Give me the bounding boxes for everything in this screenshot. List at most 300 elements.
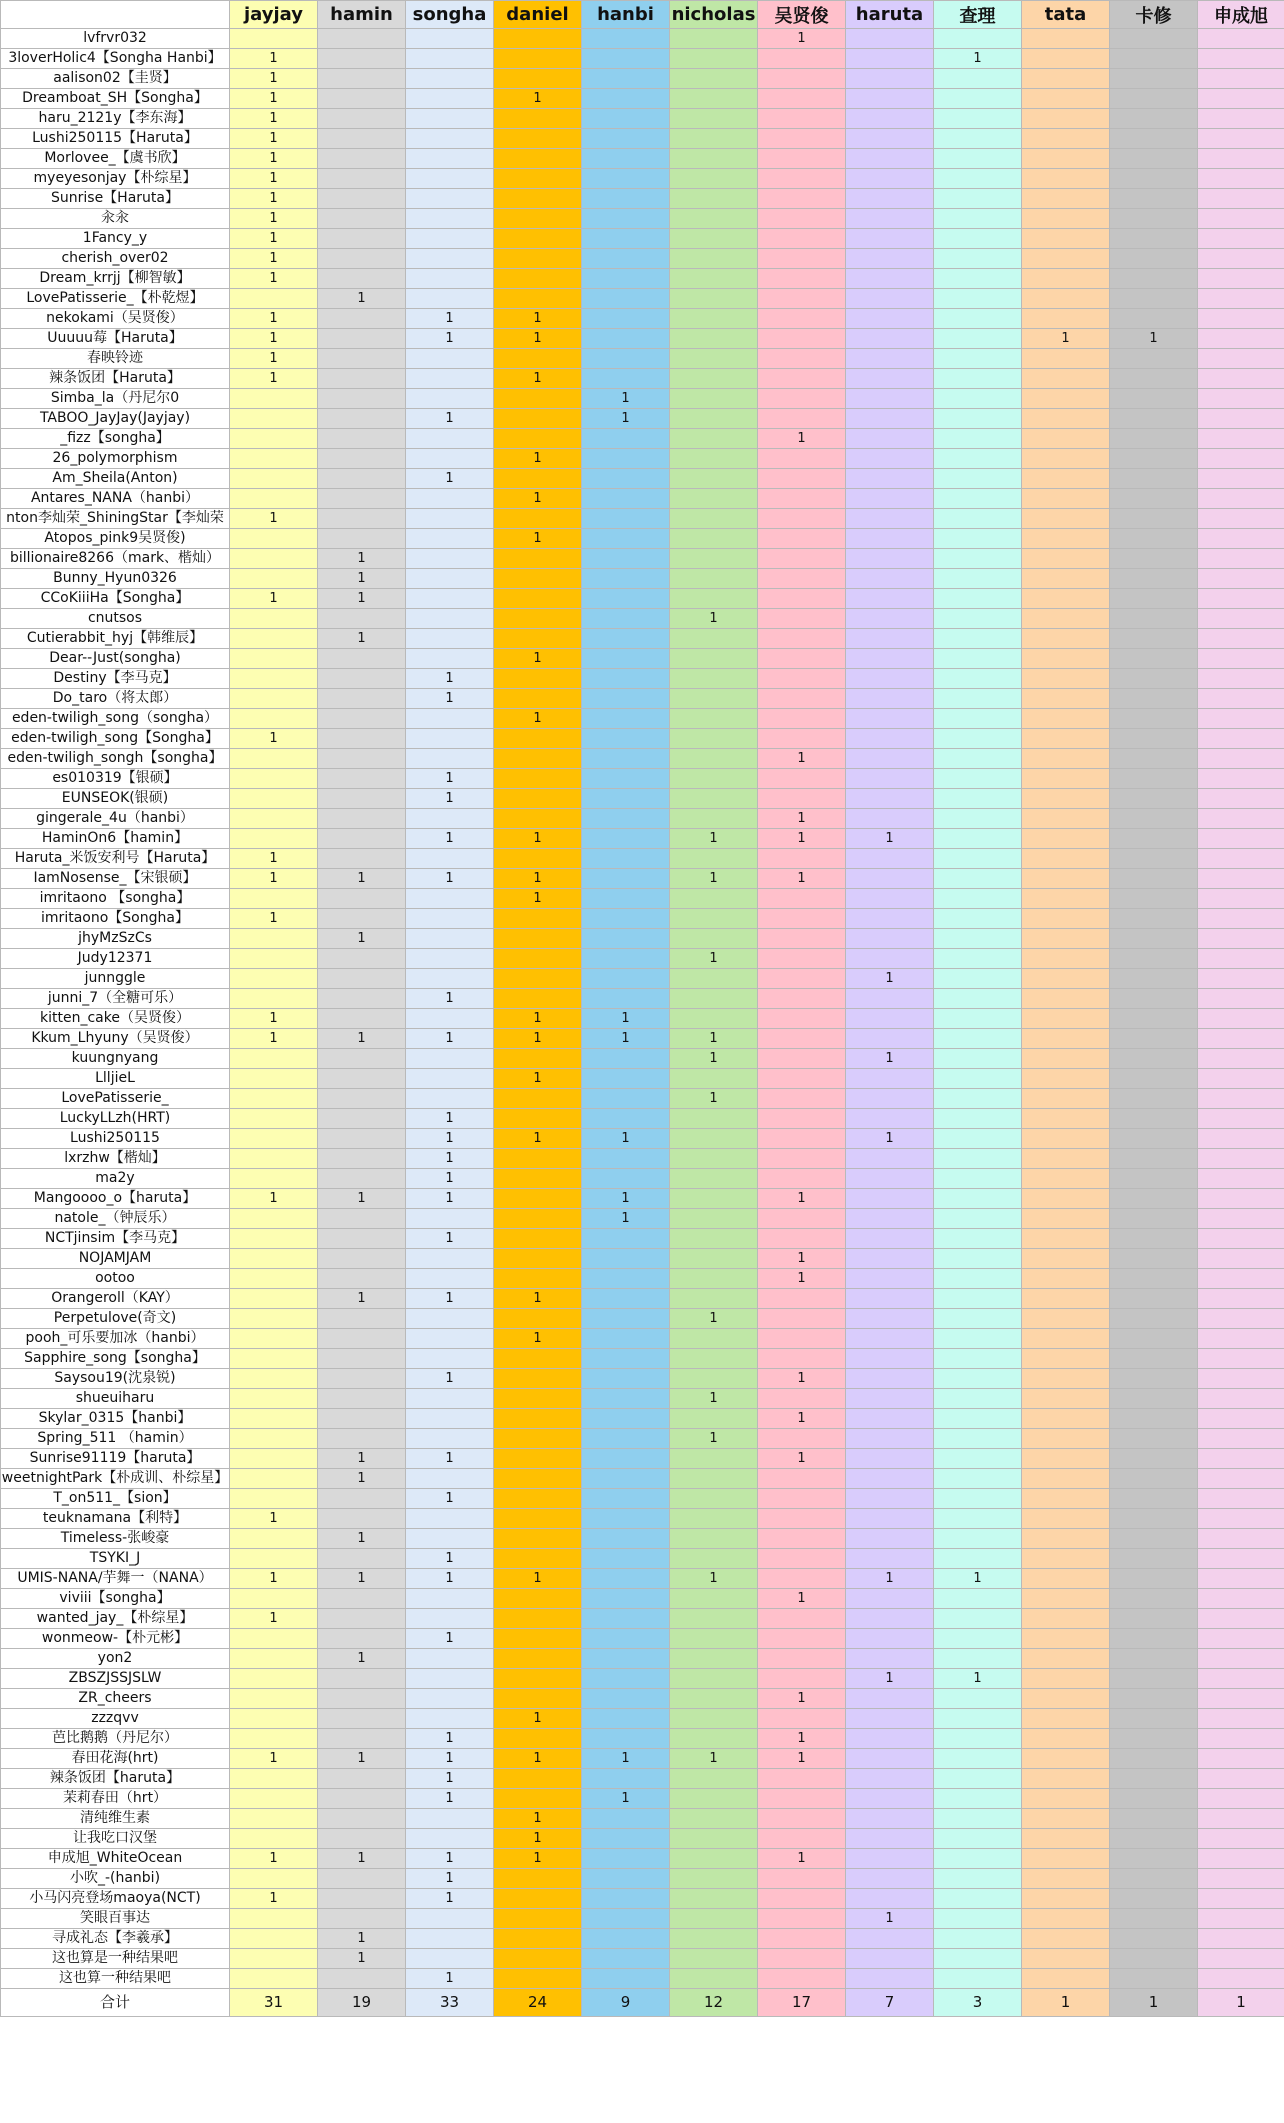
vote-cell[interactable]: 1	[582, 389, 670, 409]
vote-cell[interactable]	[1110, 569, 1198, 589]
vote-cell[interactable]	[318, 709, 406, 729]
vote-cell[interactable]	[494, 1629, 582, 1649]
vote-cell[interactable]	[582, 169, 670, 189]
vote-cell[interactable]	[406, 1929, 494, 1949]
row-name-cell[interactable]: 申成旭_WhiteOcean	[1, 1849, 230, 1869]
vote-cell[interactable]	[846, 249, 934, 269]
vote-cell[interactable]	[1198, 109, 1284, 129]
vote-cell[interactable]	[230, 429, 318, 449]
vote-cell[interactable]	[1198, 509, 1284, 529]
vote-cell[interactable]	[758, 769, 846, 789]
vote-cell[interactable]	[934, 629, 1022, 649]
vote-cell[interactable]: 1	[318, 929, 406, 949]
vote-cell[interactable]	[230, 1269, 318, 1289]
vote-cell[interactable]	[1022, 829, 1110, 849]
vote-cell[interactable]	[934, 669, 1022, 689]
vote-cell[interactable]	[494, 569, 582, 589]
vote-cell[interactable]: 1	[230, 129, 318, 149]
vote-cell[interactable]: 1	[318, 1929, 406, 1949]
vote-cell[interactable]: 1	[494, 1569, 582, 1589]
column-header[interactable]: hamin	[318, 1, 406, 29]
vote-cell[interactable]	[1110, 1469, 1198, 1489]
vote-cell[interactable]: 1	[494, 529, 582, 549]
vote-cell[interactable]	[846, 1829, 934, 1849]
vote-cell[interactable]	[582, 1549, 670, 1569]
vote-cell[interactable]	[318, 769, 406, 789]
vote-cell[interactable]	[230, 609, 318, 629]
vote-cell[interactable]: 1	[494, 1069, 582, 1089]
vote-cell[interactable]	[406, 1809, 494, 1829]
vote-cell[interactable]	[494, 1549, 582, 1569]
vote-cell[interactable]	[758, 129, 846, 149]
vote-cell[interactable]	[582, 469, 670, 489]
vote-cell[interactable]	[1110, 809, 1198, 829]
vote-cell[interactable]	[846, 909, 934, 929]
vote-cell[interactable]	[758, 269, 846, 289]
vote-cell[interactable]	[582, 1529, 670, 1549]
vote-cell[interactable]	[1198, 969, 1284, 989]
vote-cell[interactable]	[846, 1589, 934, 1609]
vote-cell[interactable]	[494, 1529, 582, 1549]
vote-cell[interactable]	[1022, 1269, 1110, 1289]
vote-cell[interactable]	[670, 809, 758, 829]
vote-cell[interactable]	[318, 729, 406, 749]
vote-cell[interactable]	[670, 369, 758, 389]
vote-cell[interactable]	[1198, 1529, 1284, 1549]
vote-cell[interactable]	[1198, 329, 1284, 349]
vote-cell[interactable]	[406, 269, 494, 289]
vote-cell[interactable]	[582, 669, 670, 689]
vote-cell[interactable]	[846, 449, 934, 469]
vote-cell[interactable]	[582, 249, 670, 269]
vote-cell[interactable]	[494, 629, 582, 649]
vote-cell[interactable]	[1198, 1129, 1284, 1149]
vote-cell[interactable]	[582, 729, 670, 749]
vote-cell[interactable]	[934, 529, 1022, 549]
vote-cell[interactable]	[1198, 1849, 1284, 1869]
vote-cell[interactable]	[230, 1129, 318, 1149]
vote-cell[interactable]	[406, 1089, 494, 1109]
vote-cell[interactable]	[230, 1089, 318, 1109]
vote-cell[interactable]	[758, 89, 846, 109]
vote-cell[interactable]: 1	[758, 429, 846, 449]
vote-cell[interactable]	[318, 1549, 406, 1569]
vote-cell[interactable]	[670, 1669, 758, 1689]
vote-cell[interactable]	[406, 969, 494, 989]
vote-cell[interactable]	[494, 729, 582, 749]
vote-cell[interactable]	[670, 1769, 758, 1789]
vote-cell[interactable]: 1	[230, 149, 318, 169]
vote-cell[interactable]: 1	[406, 769, 494, 789]
vote-cell[interactable]	[406, 1689, 494, 1709]
vote-cell[interactable]	[1022, 669, 1110, 689]
vote-cell[interactable]	[406, 1069, 494, 1089]
vote-cell[interactable]	[846, 329, 934, 349]
vote-cell[interactable]	[934, 1209, 1022, 1229]
vote-cell[interactable]	[406, 1049, 494, 1069]
vote-cell[interactable]	[934, 849, 1022, 869]
vote-cell[interactable]	[758, 1489, 846, 1509]
vote-cell[interactable]	[582, 1049, 670, 1069]
vote-cell[interactable]	[318, 1709, 406, 1729]
vote-cell[interactable]	[846, 1469, 934, 1489]
total-cell[interactable]: 19	[318, 1989, 406, 2017]
vote-cell[interactable]	[494, 209, 582, 229]
vote-cell[interactable]	[1022, 949, 1110, 969]
vote-cell[interactable]: 1	[230, 1029, 318, 1049]
row-name-cell[interactable]: Sapphire_song【songha】	[1, 1349, 230, 1369]
vote-cell[interactable]	[934, 729, 1022, 749]
row-name-cell[interactable]: TABOO_JayJay(Jayjay)	[1, 409, 230, 429]
vote-cell[interactable]	[670, 729, 758, 749]
vote-cell[interactable]	[1022, 1569, 1110, 1589]
vote-cell[interactable]	[1110, 689, 1198, 709]
vote-cell[interactable]	[1110, 269, 1198, 289]
vote-cell[interactable]	[230, 1929, 318, 1949]
vote-cell[interactable]	[1110, 89, 1198, 109]
vote-cell[interactable]	[318, 909, 406, 929]
vote-cell[interactable]	[582, 1089, 670, 1109]
vote-cell[interactable]	[934, 1949, 1022, 1969]
vote-cell[interactable]	[230, 1829, 318, 1849]
vote-cell[interactable]	[670, 1489, 758, 1509]
vote-cell[interactable]	[670, 1929, 758, 1949]
vote-cell[interactable]	[934, 189, 1022, 209]
vote-cell[interactable]	[1022, 1909, 1110, 1929]
vote-cell[interactable]	[494, 1589, 582, 1609]
vote-cell[interactable]	[670, 109, 758, 129]
vote-cell[interactable]	[1110, 489, 1198, 509]
vote-cell[interactable]	[1110, 1689, 1198, 1709]
vote-cell[interactable]	[1110, 229, 1198, 249]
vote-cell[interactable]	[318, 1009, 406, 1029]
vote-cell[interactable]	[846, 1489, 934, 1509]
vote-cell[interactable]	[582, 1929, 670, 1949]
vote-cell[interactable]	[494, 469, 582, 489]
vote-cell[interactable]	[1198, 1269, 1284, 1289]
vote-cell[interactable]	[1022, 1589, 1110, 1609]
vote-cell[interactable]	[758, 1389, 846, 1409]
vote-cell[interactable]	[318, 349, 406, 369]
vote-cell[interactable]	[934, 509, 1022, 529]
vote-cell[interactable]	[318, 1669, 406, 1689]
vote-cell[interactable]	[230, 809, 318, 829]
vote-cell[interactable]	[934, 869, 1022, 889]
vote-cell[interactable]	[582, 1149, 670, 1169]
vote-cell[interactable]	[934, 109, 1022, 129]
vote-cell[interactable]	[318, 329, 406, 349]
vote-cell[interactable]: 1	[406, 829, 494, 849]
vote-cell[interactable]	[230, 889, 318, 909]
vote-cell[interactable]	[318, 1769, 406, 1789]
vote-cell[interactable]	[406, 69, 494, 89]
vote-cell[interactable]	[670, 1269, 758, 1289]
vote-cell[interactable]	[582, 589, 670, 609]
vote-cell[interactable]: 1	[758, 829, 846, 849]
vote-cell[interactable]	[758, 1789, 846, 1809]
vote-cell[interactable]	[406, 889, 494, 909]
vote-cell[interactable]	[670, 1649, 758, 1669]
vote-cell[interactable]	[1022, 89, 1110, 109]
vote-cell[interactable]	[758, 329, 846, 349]
vote-cell[interactable]	[758, 1329, 846, 1349]
vote-cell[interactable]: 1	[758, 749, 846, 769]
vote-cell[interactable]	[406, 1609, 494, 1629]
vote-cell[interactable]	[494, 1929, 582, 1949]
row-name-cell[interactable]: es010319【银硕】	[1, 769, 230, 789]
vote-cell[interactable]: 1	[230, 89, 318, 109]
vote-cell[interactable]	[758, 1569, 846, 1589]
vote-cell[interactable]	[494, 749, 582, 769]
vote-cell[interactable]	[230, 1869, 318, 1889]
vote-cell[interactable]	[670, 769, 758, 789]
vote-cell[interactable]	[1022, 169, 1110, 189]
vote-cell[interactable]	[934, 349, 1022, 369]
vote-cell[interactable]	[758, 1429, 846, 1449]
vote-cell[interactable]: 1	[406, 1189, 494, 1209]
vote-cell[interactable]	[1198, 529, 1284, 549]
vote-cell[interactable]	[1110, 649, 1198, 669]
vote-cell[interactable]	[846, 229, 934, 249]
vote-cell[interactable]	[1198, 1769, 1284, 1789]
vote-cell[interactable]	[582, 1409, 670, 1429]
vote-cell[interactable]: 1	[230, 189, 318, 209]
vote-cell[interactable]	[1198, 549, 1284, 569]
column-header[interactable]: 卡修	[1110, 1, 1198, 29]
vote-cell[interactable]	[1110, 69, 1198, 89]
vote-cell[interactable]	[494, 1509, 582, 1529]
vote-cell[interactable]: 1	[230, 1189, 318, 1209]
vote-cell[interactable]: 1	[230, 269, 318, 289]
vote-cell[interactable]	[582, 1509, 670, 1529]
vote-cell[interactable]: 1	[230, 869, 318, 889]
vote-cell[interactable]	[934, 949, 1022, 969]
vote-cell[interactable]	[582, 1869, 670, 1889]
vote-cell[interactable]	[582, 969, 670, 989]
vote-cell[interactable]	[230, 1669, 318, 1689]
vote-cell[interactable]	[1110, 1369, 1198, 1389]
vote-cell[interactable]	[406, 1909, 494, 1929]
vote-cell[interactable]: 1	[318, 569, 406, 589]
vote-cell[interactable]	[1110, 849, 1198, 869]
vote-cell[interactable]	[758, 1909, 846, 1929]
vote-cell[interactable]	[758, 49, 846, 69]
vote-cell[interactable]	[1022, 629, 1110, 649]
vote-cell[interactable]	[230, 529, 318, 549]
vote-cell[interactable]	[1022, 1469, 1110, 1489]
vote-cell[interactable]	[758, 1889, 846, 1909]
vote-cell[interactable]	[1110, 209, 1198, 229]
vote-cell[interactable]	[1022, 1849, 1110, 1869]
vote-cell[interactable]	[1110, 609, 1198, 629]
vote-cell[interactable]	[758, 489, 846, 509]
vote-cell[interactable]	[758, 569, 846, 589]
vote-cell[interactable]	[846, 869, 934, 889]
vote-cell[interactable]	[318, 1689, 406, 1709]
row-name-cell[interactable]: jhyMzSzCs	[1, 929, 230, 949]
vote-cell[interactable]	[758, 1029, 846, 1049]
vote-cell[interactable]	[846, 1449, 934, 1469]
row-name-cell[interactable]: TSYKI_J	[1, 1549, 230, 1569]
vote-cell[interactable]	[934, 1029, 1022, 1049]
row-name-cell[interactable]: nekokami（吴贤俊）	[1, 309, 230, 329]
vote-cell[interactable]	[1022, 29, 1110, 49]
vote-cell[interactable]	[494, 1949, 582, 1969]
vote-cell[interactable]	[1198, 729, 1284, 749]
vote-cell[interactable]: 1	[230, 1609, 318, 1629]
vote-cell[interactable]	[846, 1789, 934, 1809]
vote-cell[interactable]	[494, 1889, 582, 1909]
vote-cell[interactable]	[406, 609, 494, 629]
vote-cell[interactable]	[846, 1949, 934, 1969]
vote-cell[interactable]	[1110, 1929, 1198, 1949]
vote-cell[interactable]	[406, 1389, 494, 1409]
vote-cell[interactable]	[846, 309, 934, 329]
vote-cell[interactable]	[582, 229, 670, 249]
row-name-cell[interactable]: 26_polymorphism	[1, 449, 230, 469]
vote-cell[interactable]	[1110, 1889, 1198, 1909]
vote-cell[interactable]	[1022, 1329, 1110, 1349]
vote-cell[interactable]	[846, 1189, 934, 1209]
row-name-cell[interactable]: Atopos_pink9吴贤俊)	[1, 529, 230, 549]
vote-cell[interactable]	[1110, 629, 1198, 649]
vote-cell[interactable]	[1022, 1049, 1110, 1069]
vote-cell[interactable]	[758, 1629, 846, 1649]
vote-cell[interactable]: 1	[230, 1569, 318, 1589]
vote-cell[interactable]: 1	[406, 1789, 494, 1809]
vote-cell[interactable]	[670, 1789, 758, 1809]
vote-cell[interactable]	[934, 1769, 1022, 1789]
vote-cell[interactable]	[846, 1089, 934, 1109]
vote-cell[interactable]	[582, 49, 670, 69]
row-name-cell[interactable]: natole_（钟辰乐）	[1, 1209, 230, 1229]
row-name-cell[interactable]: IamNosense_【宋银硕】	[1, 869, 230, 889]
vote-cell[interactable]	[318, 1829, 406, 1849]
vote-cell[interactable]	[582, 289, 670, 309]
vote-cell[interactable]	[318, 989, 406, 1009]
vote-cell[interactable]: 1	[1022, 329, 1110, 349]
vote-cell[interactable]	[670, 1409, 758, 1429]
vote-cell[interactable]	[1110, 349, 1198, 369]
vote-cell[interactable]	[1110, 169, 1198, 189]
vote-cell[interactable]	[1110, 1349, 1198, 1369]
vote-cell[interactable]	[670, 49, 758, 69]
vote-cell[interactable]: 1	[494, 1129, 582, 1149]
vote-cell[interactable]	[318, 309, 406, 329]
column-header[interactable]: haruta	[846, 1, 934, 29]
vote-cell[interactable]	[406, 349, 494, 369]
vote-cell[interactable]	[846, 1009, 934, 1029]
vote-cell[interactable]: 1	[318, 629, 406, 649]
vote-cell[interactable]	[1110, 949, 1198, 969]
vote-cell[interactable]	[1198, 849, 1284, 869]
vote-cell[interactable]: 1	[406, 1489, 494, 1509]
vote-cell[interactable]	[406, 1409, 494, 1429]
vote-cell[interactable]	[934, 29, 1022, 49]
vote-cell[interactable]	[1198, 789, 1284, 809]
vote-cell[interactable]	[846, 1329, 934, 1349]
vote-cell[interactable]	[318, 1589, 406, 1609]
vote-cell[interactable]	[1022, 409, 1110, 429]
vote-cell[interactable]	[582, 109, 670, 129]
vote-cell[interactable]	[670, 1949, 758, 1969]
vote-cell[interactable]	[1198, 1789, 1284, 1809]
vote-cell[interactable]	[934, 389, 1022, 409]
vote-cell[interactable]	[318, 649, 406, 669]
vote-cell[interactable]	[494, 549, 582, 569]
vote-cell[interactable]	[846, 89, 934, 109]
vote-cell[interactable]	[1198, 1049, 1284, 1069]
vote-cell[interactable]	[230, 469, 318, 489]
vote-cell[interactable]	[1110, 1189, 1198, 1209]
vote-cell[interactable]	[1198, 1409, 1284, 1429]
vote-cell[interactable]	[582, 1429, 670, 1449]
vote-cell[interactable]	[1022, 1489, 1110, 1509]
vote-cell[interactable]	[406, 369, 494, 389]
vote-cell[interactable]: 1	[758, 1849, 846, 1869]
vote-cell[interactable]	[670, 249, 758, 269]
vote-cell[interactable]	[670, 29, 758, 49]
vote-cell[interactable]	[758, 1609, 846, 1629]
vote-cell[interactable]	[670, 1209, 758, 1229]
vote-cell[interactable]	[1022, 929, 1110, 949]
vote-cell[interactable]	[406, 1669, 494, 1689]
vote-cell[interactable]	[230, 1409, 318, 1429]
vote-cell[interactable]	[318, 509, 406, 529]
vote-cell[interactable]	[670, 1249, 758, 1269]
vote-cell[interactable]	[1022, 1449, 1110, 1469]
vote-cell[interactable]	[1110, 1029, 1198, 1049]
vote-cell[interactable]	[406, 489, 494, 509]
vote-cell[interactable]	[934, 1309, 1022, 1329]
total-cell[interactable]: 17	[758, 1989, 846, 2017]
vote-cell[interactable]	[318, 1369, 406, 1389]
vote-cell[interactable]	[934, 1489, 1022, 1509]
vote-cell[interactable]	[318, 1349, 406, 1369]
vote-cell[interactable]: 1	[406, 1629, 494, 1649]
row-name-cell[interactable]: 汆汆	[1, 209, 230, 229]
vote-cell[interactable]	[1198, 129, 1284, 149]
vote-cell[interactable]	[582, 269, 670, 289]
vote-cell[interactable]	[406, 629, 494, 649]
vote-cell[interactable]	[582, 1229, 670, 1249]
vote-cell[interactable]	[1198, 649, 1284, 669]
vote-cell[interactable]	[230, 1249, 318, 1269]
row-name-cell[interactable]: Timeless-张峻豪	[1, 1529, 230, 1549]
vote-cell[interactable]	[1198, 1669, 1284, 1689]
vote-cell[interactable]	[494, 1729, 582, 1749]
vote-cell[interactable]	[758, 1529, 846, 1549]
vote-cell[interactable]	[934, 129, 1022, 149]
vote-cell[interactable]	[670, 1369, 758, 1389]
vote-cell[interactable]	[406, 1829, 494, 1849]
vote-cell[interactable]	[406, 169, 494, 189]
vote-cell[interactable]	[1022, 509, 1110, 529]
vote-cell[interactable]: 1	[758, 1729, 846, 1749]
vote-cell[interactable]: 1	[230, 349, 318, 369]
vote-cell[interactable]	[1022, 1929, 1110, 1949]
total-cell[interactable]: 12	[670, 1989, 758, 2017]
vote-cell[interactable]	[670, 1869, 758, 1889]
vote-cell[interactable]	[1022, 1209, 1110, 1229]
vote-cell[interactable]	[670, 309, 758, 329]
vote-cell[interactable]	[1110, 449, 1198, 469]
row-name-cell[interactable]: EUNSEOK(银硕)	[1, 789, 230, 809]
vote-cell[interactable]	[1022, 1129, 1110, 1149]
vote-cell[interactable]	[670, 329, 758, 349]
vote-cell[interactable]	[846, 269, 934, 289]
vote-cell[interactable]	[582, 1969, 670, 1989]
